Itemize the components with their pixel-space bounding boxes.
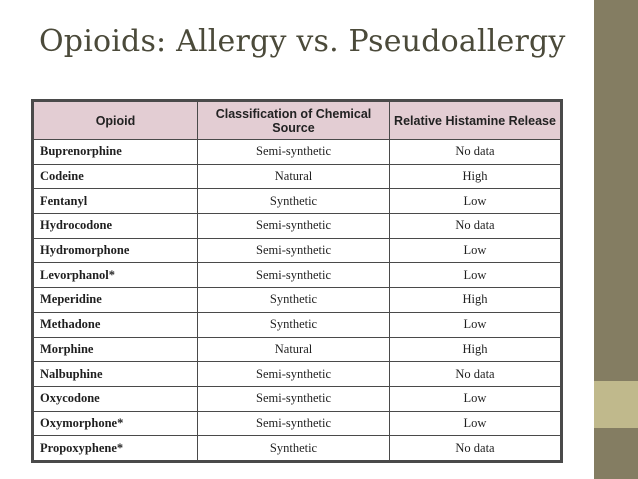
side-decor-accent	[594, 381, 638, 428]
cell-opioid: Morphine	[34, 337, 198, 362]
opioid-table	[33, 101, 561, 461]
cell-chemical-source: Semi-synthetic	[198, 411, 390, 436]
cell-histamine-release: Low	[390, 263, 561, 288]
cell-chemical-source: Synthetic	[198, 288, 390, 313]
cell-histamine-release: Low	[390, 238, 561, 263]
cell-chemical-source: Synthetic	[198, 436, 390, 461]
table-row	[34, 288, 561, 313]
cell-chemical-source: Synthetic	[198, 312, 390, 337]
cell-histamine-release: Low	[390, 411, 561, 436]
cell-histamine-release: High	[390, 164, 561, 189]
table-row	[34, 386, 561, 411]
cell-chemical-source: Semi-synthetic	[198, 386, 390, 411]
table-row	[34, 140, 561, 165]
table-row	[34, 312, 561, 337]
cell-opioid: Codeine	[34, 164, 198, 189]
cell-opioid: Oxycodone	[34, 386, 198, 411]
cell-opioid: Hydromorphone	[34, 238, 198, 263]
cell-histamine-release: No data	[390, 214, 561, 239]
cell-opioid: Nalbuphine	[34, 362, 198, 387]
cell-chemical-source: Natural	[198, 164, 390, 189]
table-row	[34, 263, 561, 288]
cell-histamine-release: No data	[390, 140, 561, 165]
cell-chemical-source: Natural	[198, 337, 390, 362]
table-row	[34, 164, 561, 189]
cell-opioid: Methadone	[34, 312, 198, 337]
header-histamine-release: Relative Histamine Release	[390, 102, 561, 140]
cell-histamine-release: High	[390, 337, 561, 362]
opioid-table-container	[31, 99, 563, 463]
cell-histamine-release: Low	[390, 189, 561, 214]
table-row	[34, 411, 561, 436]
cell-chemical-source: Semi-synthetic	[198, 214, 390, 239]
table-header-row	[34, 102, 561, 140]
cell-histamine-release: No data	[390, 436, 561, 461]
cell-chemical-source: Semi-synthetic	[198, 140, 390, 165]
cell-histamine-release: No data	[390, 362, 561, 387]
cell-histamine-release: Low	[390, 386, 561, 411]
header-chemical-source: Classification of Chemical Source	[198, 102, 390, 140]
cell-opioid: Hydrocodone	[34, 214, 198, 239]
slide-title: Opioids: Allergy vs. Pseudoallergy	[39, 24, 566, 59]
table-row	[34, 436, 561, 461]
cell-opioid: Levorphanol*	[34, 263, 198, 288]
cell-opioid: Fentanyl	[34, 189, 198, 214]
cell-opioid: Propoxyphene*	[34, 436, 198, 461]
table-row	[34, 362, 561, 387]
header-opioid: Opioid	[34, 102, 198, 140]
cell-histamine-release: High	[390, 288, 561, 313]
cell-chemical-source: Synthetic	[198, 189, 390, 214]
table-row	[34, 238, 561, 263]
table-row	[34, 337, 561, 362]
cell-opioid: Oxymorphone*	[34, 411, 198, 436]
cell-chemical-source: Semi-synthetic	[198, 263, 390, 288]
cell-chemical-source: Semi-synthetic	[198, 238, 390, 263]
cell-histamine-release: Low	[390, 312, 561, 337]
cell-chemical-source: Semi-synthetic	[198, 362, 390, 387]
table-row	[34, 214, 561, 239]
cell-opioid: Meperidine	[34, 288, 198, 313]
table-body	[34, 140, 561, 461]
cell-opioid: Buprenorphine	[34, 140, 198, 165]
table-row	[34, 189, 561, 214]
